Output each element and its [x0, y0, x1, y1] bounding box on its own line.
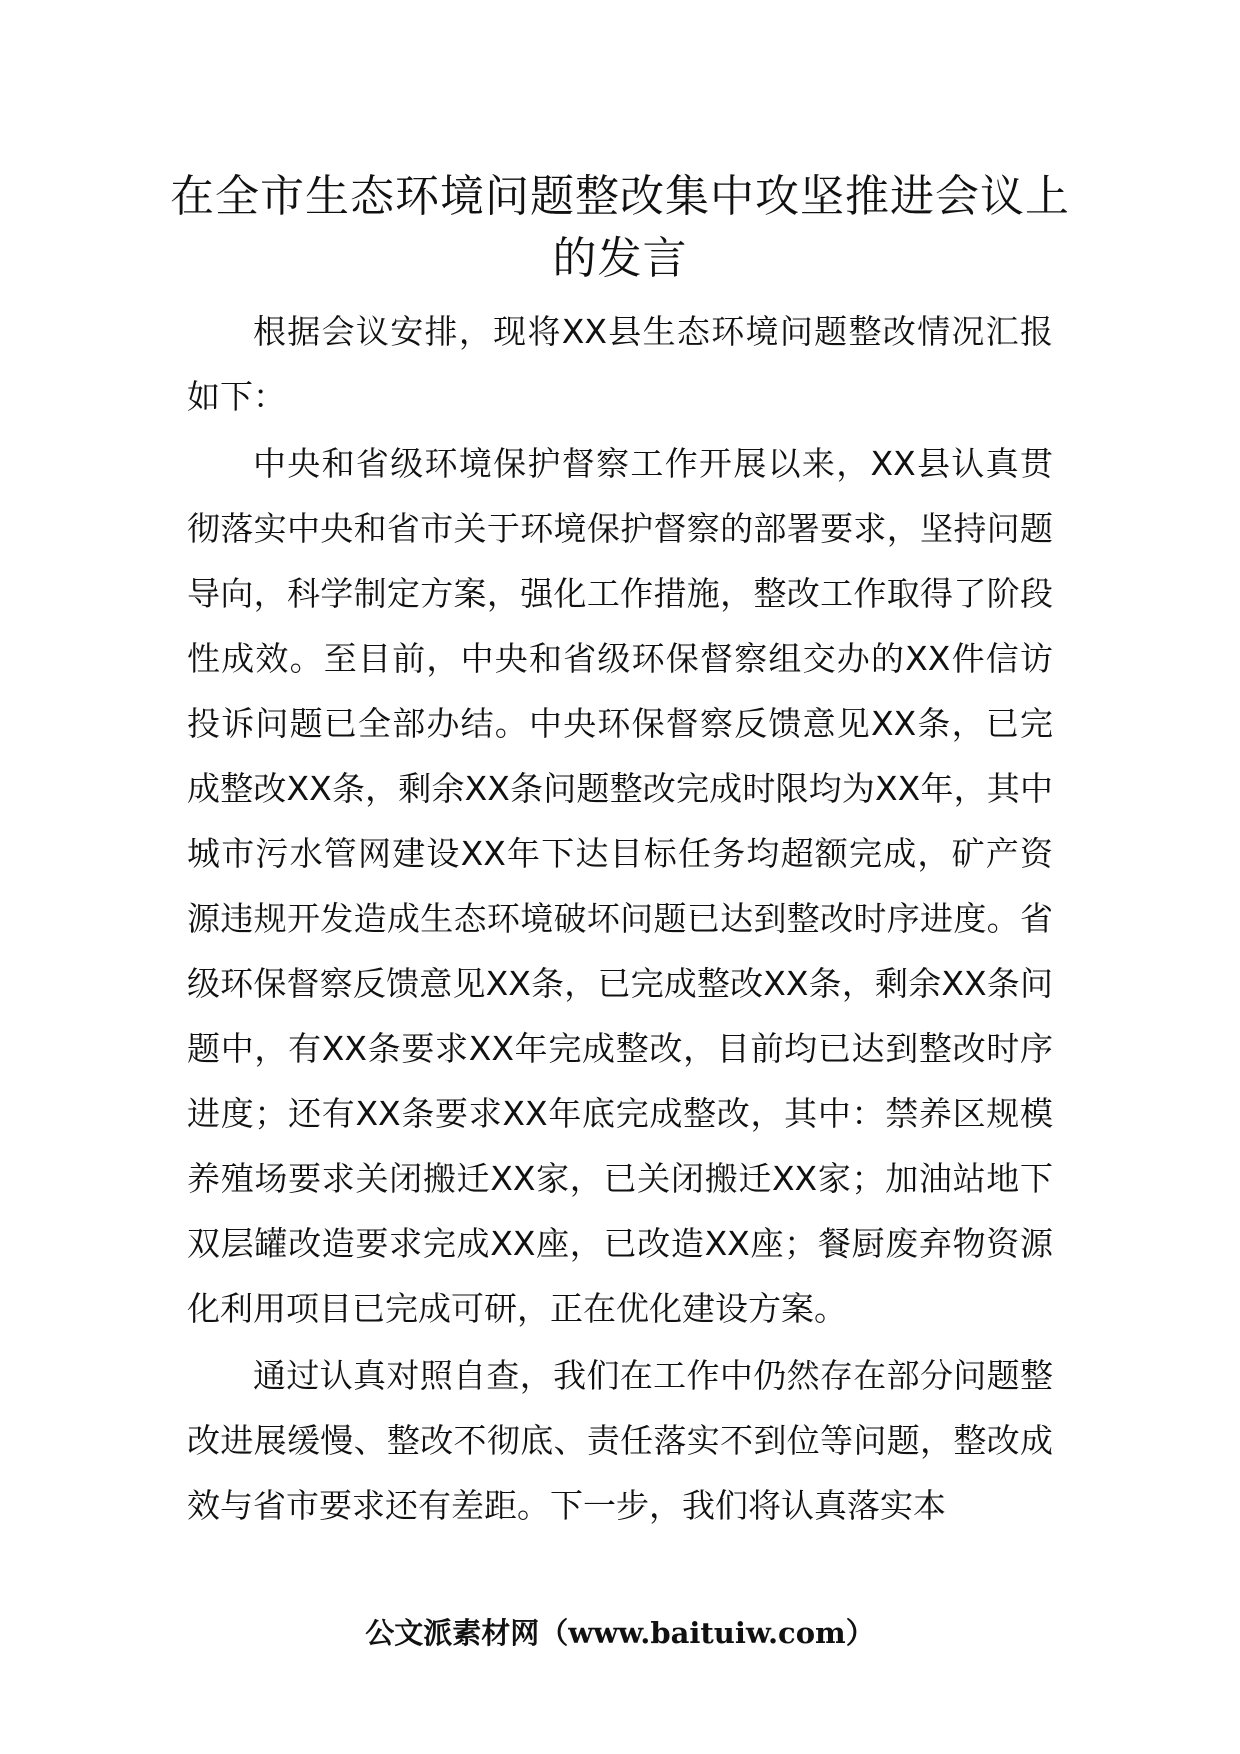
paragraph-problems: 通过认真对照自查，我们在工作中仍然存在部分问题整改进展缓慢、整改不彻底、责任落实不到位等问题，整改成效与省市要求还有差距。下一步，我们将认真落实本: [187, 1356, 1053, 1525]
document-title: 在全市生态环境问题整改集中攻坚推进会议上的发言: [170, 171, 1070, 284]
document-body: [187, 299, 1053, 1538]
paragraph-progress: 中央和省级环境保护督察工作开展以来，XX县认真贯彻落实中央和省市关于环境保护督察的部署要求，坚持问题导向，科学制定方案，强化工作措施，整改工作取得了阶段性成效。至目前，中央和省级环保督察组交办的XX件信访投诉问题已全部办结。中央环保督察反馈意见XX条，已完成整改XX条，剩余XX条问题整改完成时限均为XX年，其中城市污水管网建设XX年下达目标任务均超额完成，矿产资源违规开发造成生态环境破坏问题已达到整改时序进度。省级环保督察反馈意见XX条，已完成整改XX条，剩余XX条问题中，有XX条要求XX年完成整改，目前均已达到整改时序进度；还有XX条要求XX年底完成整改，其中：禁养区规模养殖场要求关闭搬迁XX家，已关闭搬迁XX家；加油站地下双层罐改造要求完成XX座，已改造XX座；餐厨废弃物资源化利用项目已完成可研，正在优化建设方案。: [187, 444, 1053, 1328]
source-footer: 公文派素材网（www.baituiw.com）: [365, 1616, 875, 1650]
paragraph-intro: 根据会议安排，现将XX县生态环境问题整改情况汇报如下：: [187, 312, 1053, 416]
